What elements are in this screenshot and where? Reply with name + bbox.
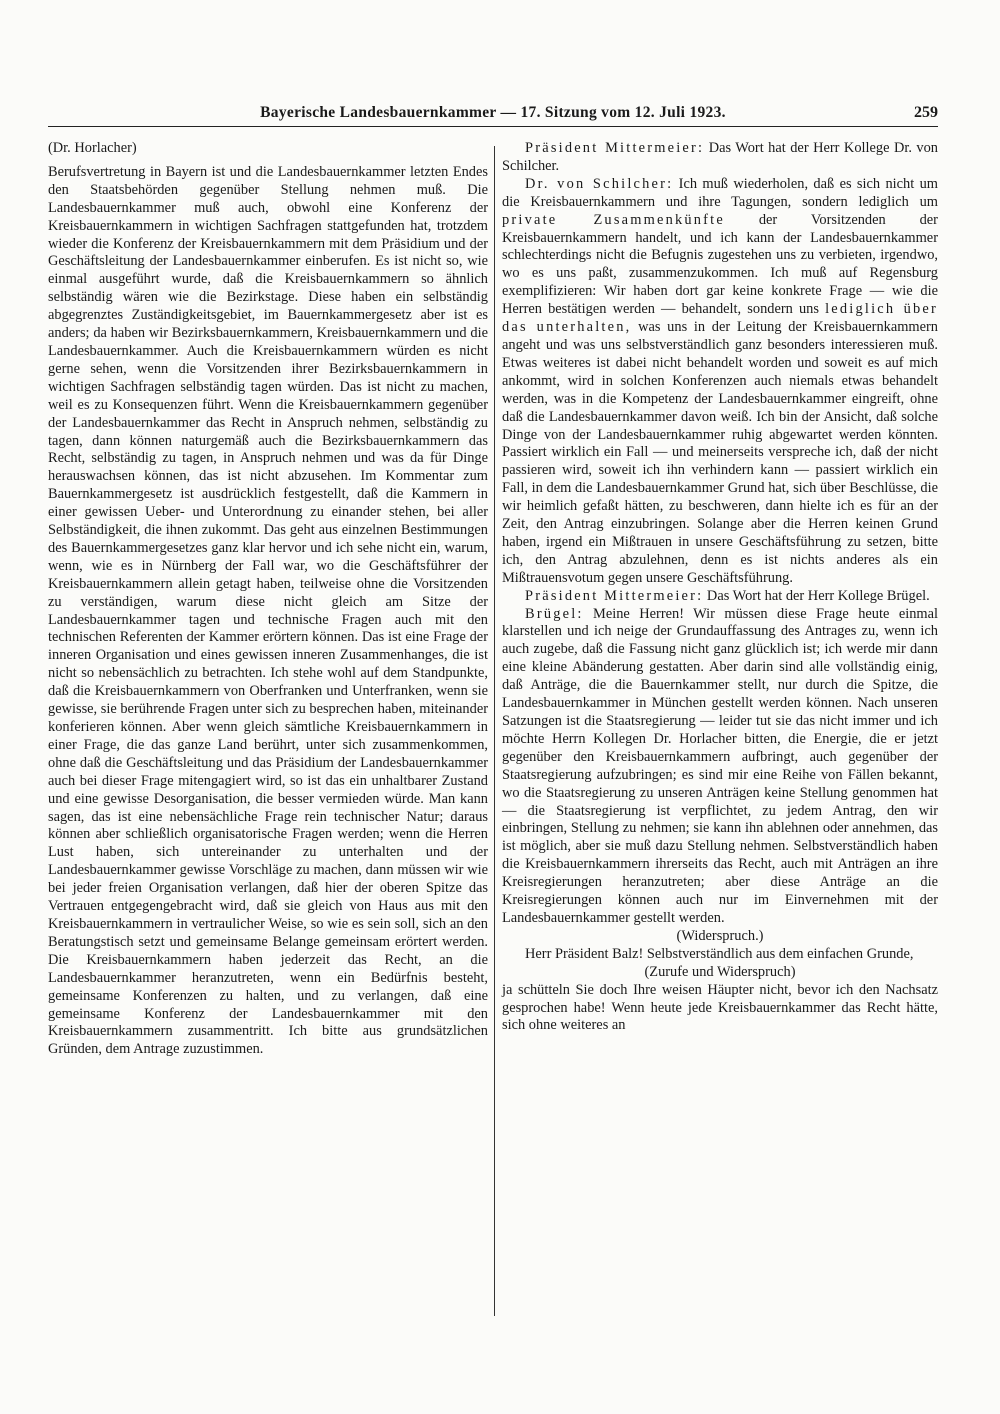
paragraph-text: der Vorsitzenden der Kreisbauernkammern handelt, und ich kann der Landesbauernkammer schlechterdings nicht die Befugnis zugestehen uns zu verbieten, irgendwo, wo es uns paßt, zusammenzukommen. Ich muß auf Regensburg exemplifizieren: Wir haben dort gar keine konkrete Frage — wie die Herren bestätigen werden — behandelt, sondern uns [502,211,938,318]
paragraph-schilcher [502,176,938,588]
paragraph-president-2 [502,588,938,606]
header-rule [48,126,938,127]
speaker-name: Präsident Mittermeier: [525,140,705,156]
speaker-name: Brügel: [525,605,584,622]
paragraph-bruegel [502,606,938,928]
page-header [48,104,938,126]
paragraph-text: was uns in der Leitung der Kreisbauernkammern angeht und was uns selbstverständlich ganz besonders interessieren muß. Etwas weiteres ist dabei nicht behandelt worden und soweit es auf mich ankommt, wird in solchen Konferenzen auch niemals etwas behandelt werden, was in die Kompetenz der Landesbauernkammer eingreift, ohne daß die Landesbauernkammer davon weiß. Ich bin der Ansicht, daß solche Dinge von der Landesbauernkammer ruhig abgewartet werden könnten. Passiert wirklich ein Fall — und meinerseits verspreche ich, daß der nicht passieren wird, soweit ich ihn verhindern kann — passiert wirklich ein Fall, in dem die Landesbauernkammer Grund hat, sich über Beschlüsse, die wir heimlich gefaßt hätten, zu beschweren, dann hielte ich es für an der Zeit, den Antrag einzubringen. Solange aber die Herren keinen Grund haben, irgend ein Mißtrauen in unsere Geschäftsführung zu setzen, bitte ich, den Antrag abzulehnen, denn es ist nichts anderes als ein Mißtrauensvotum gegen unsere Geschäftsführung. [502,319,938,586]
speaker-name: Dr. von Schilcher: [525,175,674,192]
running-title: Bayerische Landesbauernkammer — 17. Sitzung vom 12. Juli 1923. [260,104,726,121]
paragraph-president-1 [502,140,938,176]
paragraph-text: Das Wort hat der Herr Kollege Brügel. [706,587,930,604]
paragraph-text: Das Wort hat der Herr Kollege Dr. von Schilcher. [502,140,939,174]
right-column [502,140,938,1035]
left-column [48,140,488,1059]
paragraph-text: Ich muß wiederholen, daß es sich nicht um die Kreisbauernkammern und ihre Tagungen, sondern lediglich um [502,175,938,210]
column-rule [494,146,495,1316]
left-paragraph: Berufsvertretung in Bayern ist und die Landesbauernkammer letzten Endes den Staatsbehörden gegenüber Stellung nehmen muß. Die Landesbauernkammer muß auch, obwohl eine Konferenz der Kreisbauernkammern in wichtigen Sachfragen stattgefunden hat, trotzdem wieder die Konferenz der Kreisbauernkammern mit dem Präsidium und der Geschäftsleitung der Landesbauernkammer einberufen. Es ist nicht so, wie einmal ausgeführt wurde, daß die Kreisbauernkammern so ähnlich selbständig wären wie die Bezirkstage. Diese haben ein selbständig abgegrenztes Zuständigkeitsgebiet, im Bauernkammergesetz aber ist es anders; da haben wir Bezirksbauernkammern, Kreisbauernkammern und die Landesbauernkammer. Auch die Kreisbauernkammern würden es nicht gerne sehen, wenn die Vorsitzenden ihrer Bezirksbauernkammern in wichtigen Sachfragen selbständig tagen würden. Das ist nicht zu machen, weil es zu Konsequenzen führt. Wenn die Kreisbauernkammern gegenüber der Landesbauernkammer das Recht in Anspruch nehmen, selbständig zu tagen, dann können naturgemäß auch die Bezirksbauernkammern das Recht, selbständig zu tagen, in Anspruch nehmen und was da für Dinge herauswachsen können, das ist nicht abzusehen. Im Kommentar zum Bauernkammergesetz ist ausdrücklich festgestellt, daß die Kammern in einer gewissen Ueber- und Unterordnung zu einander stehen, bei aller Selbständigkeit, die ihnen zukommt. Das geht aus einzelnen Bestimmungen des Bauernkammergesetzes ganz klar hervor und ich sehe nicht ein, warum, wenn, wie es in Nürnberg der Fall war, wo die Geschäftsführer der Kreisbauernkammern allein getagt haben, teilweise ohne die Vorsitzenden zu verständigen, warum diese nicht gleich am Sitze der Landesbauernkammer tagen und technische Fragen auch mit den technischen Referenten der Kammer erörtern können. Das ist eine Frage der inneren Organisation und eines gewissen inneren Zusammenhanges, die ist nicht so nebensächlich zu betrachten. Ich stehe wohl auf dem Standpunkte, daß die Kreisbauernkammern von Oberfranken und Unterfranken, wenn sie gewisse, sie berührende Fragen unter sich zu besprechen haben, miteinander konferieren können. Aber wenn gleich sämtliche Kreisbauernkammern in einer Frage, die das ganze Land berührt, unter sich zusammenkommen, ohne daß die Geschäftsleitung und das Präsidium der Landesbauernkammer auch bei dieser Frage mitengagiert wird, so ist das ein unhaltbarer Zustand und eine gewisse Desorganisation, die besser vermieden würde. Man kann sagen, das ist eine nebensächliche Frage rein technischer Natur; daraus können aber schließlich organisatorische Fragen werden; wenn die Herren Lust haben, sich untereinander zu unterhalten und der Landesbauernkammer gewisse Vorschläge zu machen, dann müssen wir wie bei jeder freien Organisation verlangen, daß hier der oberen Spitze das Vertrauen entgegengebracht wird, daß sie gleich von Haus aus mit den Kreisbauernkammern in vertraulicher Weise, so wie es sein soll, sich an den Beratungstisch setzt und gemeinsame Belange gemeinsam erörtert werden. Die Kreisbauernkammern haben jederzeit das Recht, an die Landesbauernkammer heranzutreten, wenn ein Bedürfnis besteht, gemeinsame Konferenzen zu halten, und zu verlangen, daß eine gemeinsame Konferenz der Landesbauernkammer mit den Kreisbauernkammern zusammentritt. Ich bitte aus grundsätzlichen Gründen, dem Antrage zuzustimmen. [48,163,488,1058]
paragraph-text: ja schütteln Sie doch Ihre weisen Häupter nicht, bevor ich den Nachsatz gesprochen habe! Wenn heute jede Kreisbauernkammer das Recht hätte, sich ohne weiteres an [502,981,938,1034]
speaker-name: Präsident Mittermeier: [525,587,704,604]
emphasis-text: lediglich über das unterhalten, [502,301,938,336]
paragraph-text: Herr Präsident Balz! Selbstverständlich aus dem einfachen Grunde, [525,945,914,962]
paragraph-text: Meine Herren! Wir müssen diese Frage heute einmal klarstellen und ich neige der Grundauffassung des Antrages zu, wenn ich auch zugebe, daß die Fassung nicht ganz glücklich ist; ich werde mir dann eine kleine Abänderung gestatten. Aber darin sind alle vollständig einig, daß Anträge, die die Bauernkammer stellt, nur durch die Spitze, die Landesbauernkammer in München gestellt werden können. Nach unseren Satzungen ist die Staatsregierung — leider tut sie das nicht immer und ich möchte Herrn Kollegen Dr. Horlacher bitten, die Energie, die er jetzt gegenüber den Kreisbauernkammern aufbringt, auch gegenüber der Staatsregierung aufzubringen; es sind mir eine Reihe von Fällen bekannt, wo die Staatsregierung zu unseren Anträgen keine Stellung genommen hat — die Staatsregierung ist verpflichtet, zu jedem Antrag, den wir einbringen, Stellung zu nehmen; sie kann ihn ablehnen oder annehmen, das ist möglich, aber sie muß dazu Stellung nehmen. Selbstverständlich haben die Kreisbauernkammern ihrerseits das Recht, auch mit Anträgen an ihre Kreisregierungen heranzutreten; aber diese Anträge an die Kreisregierungen können auch nur im Einvernehmen mit der Landesbauernkammer gestellt werden. [502,605,938,926]
speaker-continuation: (Dr. Horlacher) [48,140,137,156]
page-number: 259 [914,104,938,121]
interjection: (Zurufe und Widerspruch) [644,963,796,980]
emphasis-text: private Zusammenkünfte [502,211,725,228]
interjection: (Widerspruch.) [676,927,764,944]
